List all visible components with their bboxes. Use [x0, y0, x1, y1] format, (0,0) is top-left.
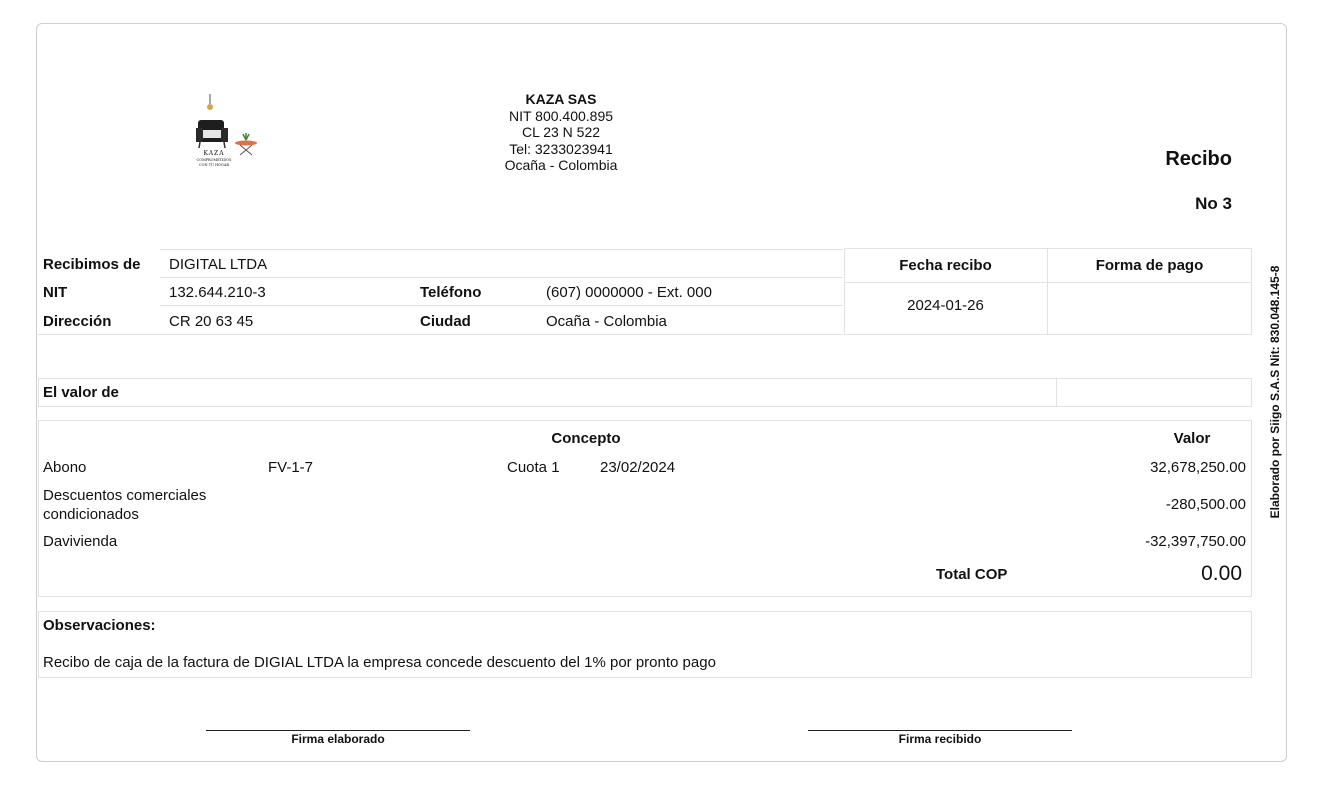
company-phone: Tel: 3233023941 [509, 140, 613, 157]
date-header: Fecha recibo [899, 257, 992, 274]
divider [160, 249, 843, 250]
phone-label: Teléfono [420, 284, 482, 301]
concept-quota: Cuota 1 [507, 459, 560, 476]
concept-due-date: 23/02/2024 [600, 459, 676, 476]
divider [160, 305, 843, 306]
concept-value: -32,397,750.00 [1145, 533, 1246, 550]
document-title: Recibo [1165, 148, 1232, 170]
concept-document: FV-1-7 [268, 459, 314, 476]
observations-text: Recibo de caja de la factura de DIGIAL LTDA la empresa concede descuento del 1% por pronto pago [43, 654, 716, 671]
address-label: Dirección [43, 313, 112, 330]
divider [844, 282, 1252, 283]
total-label: Total COP [936, 566, 1008, 583]
company-info [430, 91, 692, 174]
concept-name: Abono [43, 459, 87, 476]
amount-label: El valor de [43, 384, 119, 401]
nit-label: NIT [43, 284, 68, 301]
phone-value: (607) 0000000 - Ext. 000 [546, 284, 712, 301]
logo-text: KAZA [203, 150, 225, 157]
concept-value: -280,500.00 [1165, 496, 1246, 513]
payment-header: Forma de pago [1095, 257, 1204, 274]
received-from-value: DIGITAL LTDA [169, 256, 268, 273]
concept-name-continued: condicionados [43, 506, 139, 523]
company-address: CL 23 N 522 [521, 124, 601, 140]
nit-value: 132.644.210-3 [169, 284, 266, 301]
signature-prepared-label: Firma elaborado [291, 732, 385, 746]
software-credit: Elaborado por Siigo S.A.S Nit: 830.048.145-8 [1268, 265, 1282, 519]
total-value: 0.00 [1201, 562, 1242, 585]
signature-received-label: Firma recibido [898, 732, 982, 746]
logo-tagline: COMPROMETIDOS [196, 158, 232, 162]
value-header: Valor [1173, 430, 1211, 447]
logo-tagline: CON TU HOGAR [199, 163, 229, 167]
document-number: No 3 [1195, 194, 1232, 213]
receipt-date: 2024-01-26 [907, 297, 984, 314]
address-value: CR 20 63 45 [169, 313, 254, 330]
divider [36, 334, 843, 335]
amount-box [38, 378, 1252, 407]
divider [160, 277, 843, 278]
concept-name: Descuentos comerciales [43, 487, 207, 504]
observations-label: Observaciones: [43, 617, 156, 634]
signature-line [808, 730, 1072, 731]
concept-value: 32,678,250.00 [1150, 459, 1246, 476]
company-nit: NIT 800.400.895 [508, 107, 614, 124]
divider [1056, 378, 1057, 407]
company-logo [190, 92, 265, 174]
company-city: Ocaña - Colombia [504, 157, 618, 173]
concept-header: Concepto [551, 430, 621, 447]
received-from-label: Recibimos de [43, 256, 141, 273]
concept-name: Davivienda [43, 533, 118, 550]
signature-line [206, 730, 470, 731]
city-label: Ciudad [420, 313, 471, 330]
city-value: Ocaña - Colombia [546, 313, 667, 330]
company-name: KAZA SAS [525, 91, 597, 107]
